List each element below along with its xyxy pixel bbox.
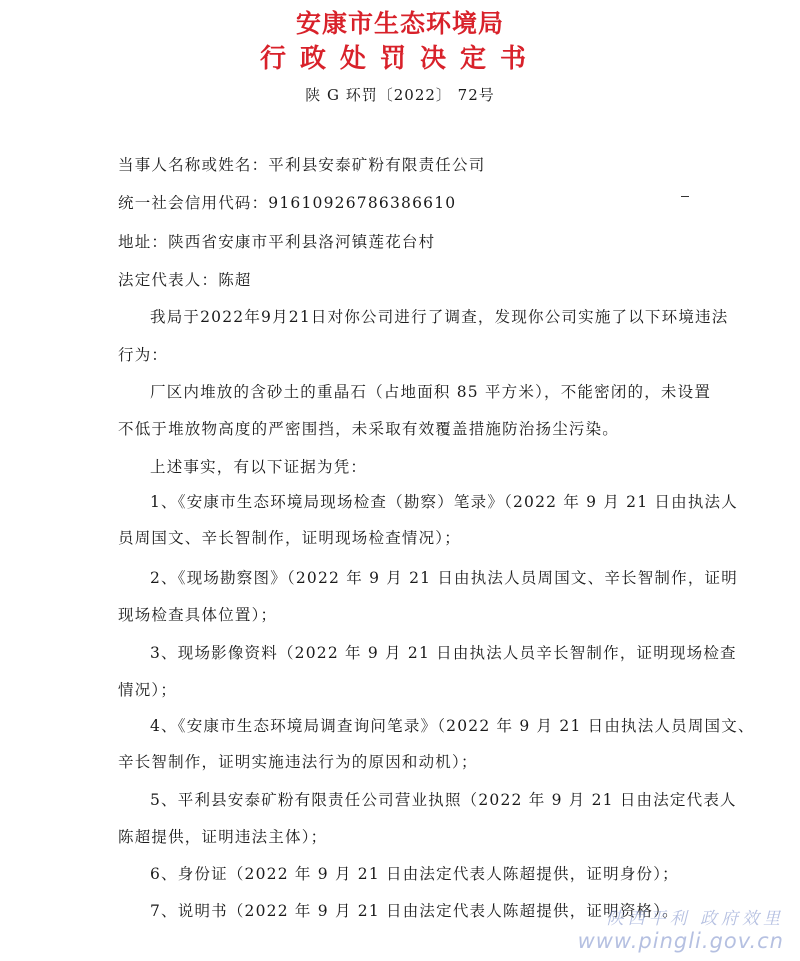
watermark-title: 陕西平利 政府效里: [606, 909, 784, 929]
site-watermark: [578, 904, 784, 953]
paragraph-line: 不低于堆放物高度的严密围挡，未采取有效覆盖措施防治扬尘污染。: [118, 420, 620, 438]
legal-representative: 法定代表人：陈超: [118, 271, 252, 289]
paragraph-line: 上述事实，有以下证据为凭：: [150, 458, 368, 476]
evidence-item: 情况）；: [118, 681, 178, 699]
watermark-url: www.pingli.gov.cn: [577, 929, 784, 953]
paragraph-line: 厂区内堆放的含砂土的重晶石（占地面积 85 平方米），不能密闭的，未设置: [150, 383, 712, 401]
evidence-item: 员周国文、辛长智制作，证明现场检查情况）；: [118, 529, 461, 547]
document-number: 陕 G 环罚〔2022〕 72号: [305, 86, 495, 104]
evidence-item: 现场检查具体位置）；: [118, 606, 278, 624]
address: 地址：陕西省安康市平利县洛河镇莲花台村: [118, 233, 436, 251]
paragraph-line: 行为：: [118, 346, 169, 364]
evidence-item: 3、现场影像资料（2022 年 9 月 21 日由执法人员辛长智制作，证明现场检查: [150, 644, 737, 662]
evidence-item: 辛长智制作，证明实施违法行为的原因和动机）；: [118, 753, 478, 771]
credit-code: 统一社会信用代码：91610926786386610: [118, 194, 457, 212]
evidence-item: 陈超提供，证明违法主体）；: [118, 828, 328, 846]
evidence-item: 1、《安康市生态环境局现场检查（勘察）笔录》（2022 年 9 月 21 日由执法人: [150, 493, 738, 511]
paragraph-line: 我局于2022年9月21日对你公司进行了调查，发现你公司实施了以下环境违法: [150, 308, 729, 326]
evidence-item: 4、《安康市生态环境局调查询问笔录》（2022 年 9 月 21 日由执法人员周国文、: [150, 717, 755, 735]
margin-mark: [681, 196, 689, 197]
party-name: 当事人名称或姓名：平利县安泰矿粉有限责任公司: [118, 156, 486, 174]
issuing-organization: 安康市生态环境局: [295, 9, 504, 38]
evidence-item: 2、《现场勘察图》（2022 年 9 月 21 日由执法人员周国文、辛长智制作，证明: [150, 569, 738, 587]
evidence-item: 7、说明书（2022 年 9 月 21 日由法定代表人陈超提供，证明资格）。: [150, 902, 679, 920]
document-title: 行政处罚决定书: [259, 44, 540, 74]
evidence-item: 5、平利县安泰矿粉有限责任公司营业执照（2022 年 9 月 21 日由法定代表人: [150, 791, 737, 809]
evidence-item: 6、身份证（2022 年 9 月 21 日由法定代表人陈超提供，证明身份）；: [150, 865, 679, 883]
